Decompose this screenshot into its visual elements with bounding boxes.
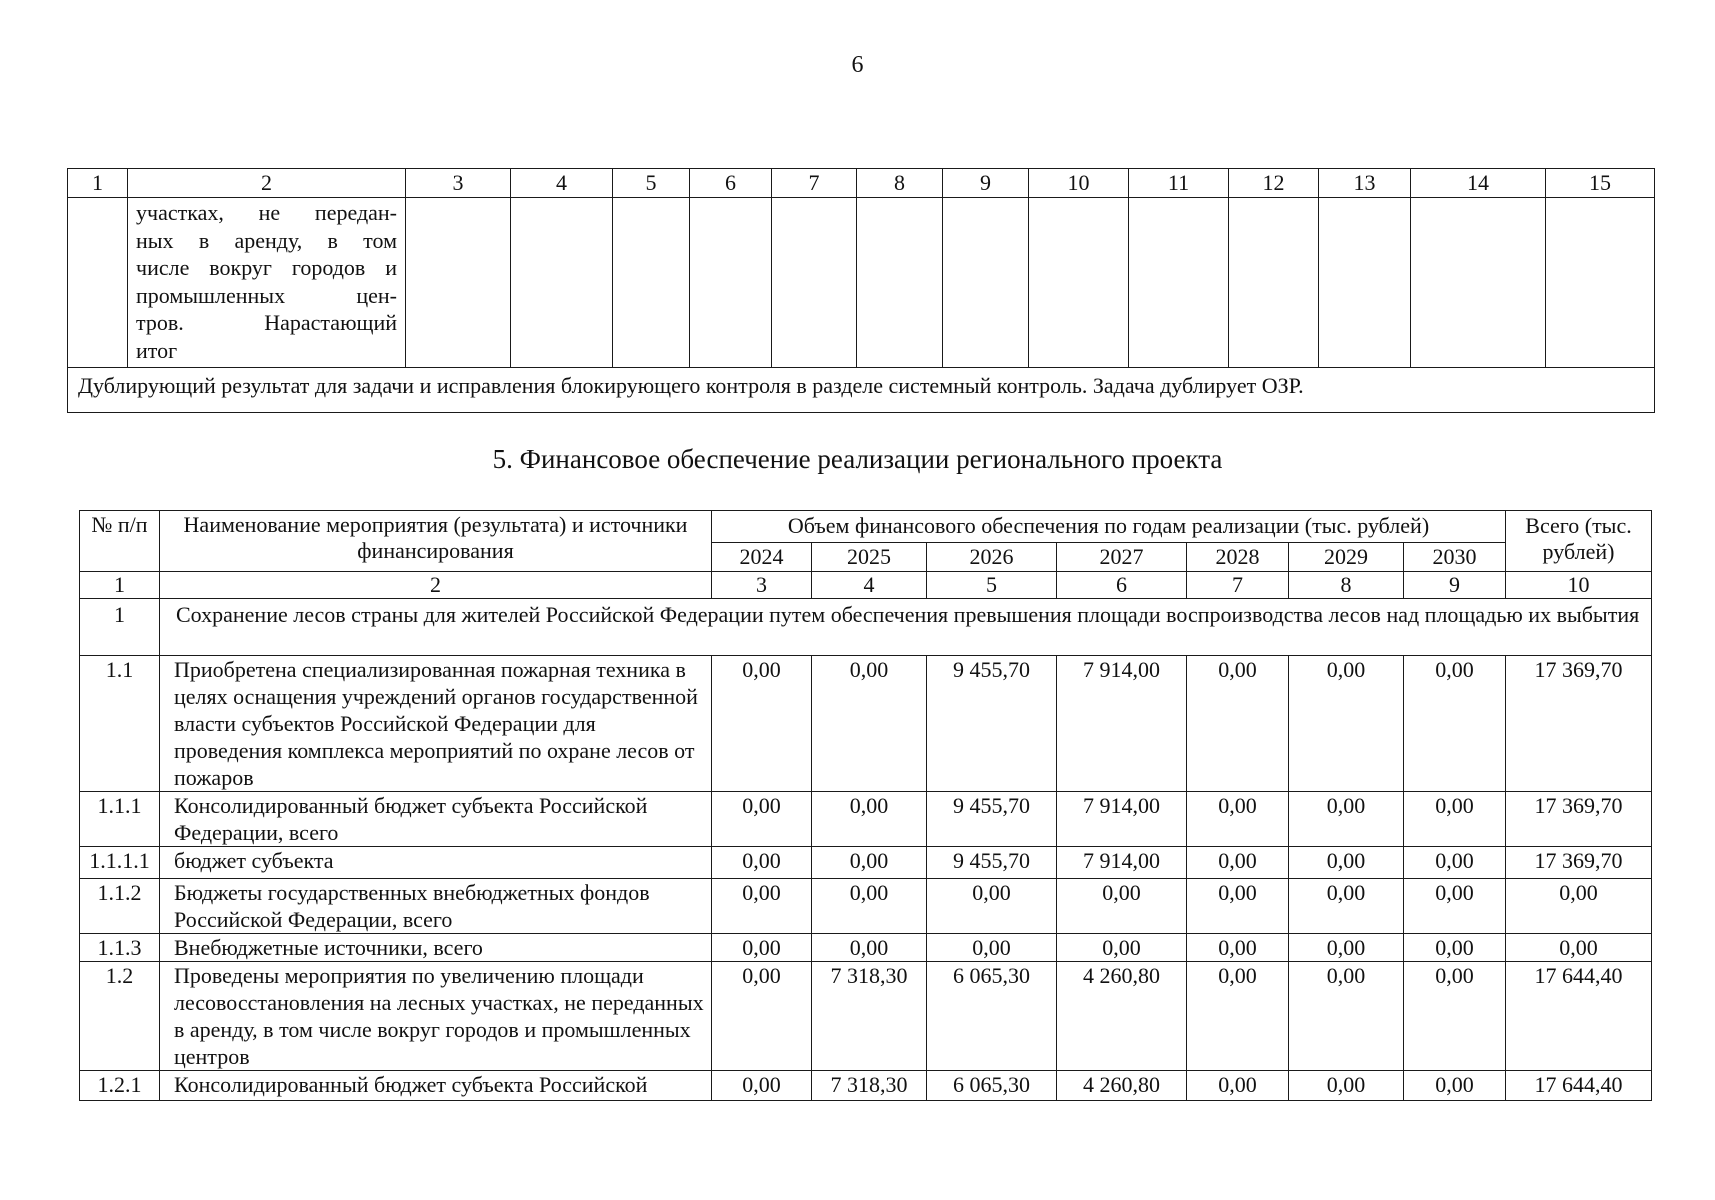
value-cell: 0,00	[812, 792, 927, 847]
row-number: 1.1.2	[80, 879, 160, 934]
description-line: тров. Нарастающий	[136, 310, 397, 335]
value-cell: 0,00	[712, 1071, 812, 1101]
column-number-cell: 14	[1411, 169, 1546, 198]
total-cell: 17 369,70	[1506, 656, 1652, 792]
column-number-cell: 5	[613, 169, 690, 198]
column-number-cell: 8	[1289, 572, 1404, 599]
value-cell: 6 065,30	[927, 962, 1057, 1071]
value-cell: 0,00	[712, 879, 812, 934]
table-cell	[772, 198, 857, 368]
column-number-cell: 13	[1319, 169, 1411, 198]
description-line: итог	[136, 337, 178, 363]
column-number-cell: 4	[511, 169, 613, 198]
value-cell: 0,00	[1289, 847, 1404, 879]
description-line: числе вокруг городов и	[136, 255, 397, 280]
table-row	[80, 792, 1652, 847]
description-line: промышленных цен-	[136, 282, 397, 308]
value-cell: 0,00	[1289, 934, 1404, 962]
column-number-cell: 15	[1546, 169, 1655, 198]
year-header: 2030	[1404, 542, 1506, 571]
column-number-cell: 11	[1129, 169, 1229, 198]
table-cell	[1411, 198, 1546, 368]
note-row	[68, 368, 1655, 413]
table-cell	[1229, 198, 1319, 368]
row-number: 1	[80, 599, 160, 656]
column-number-cell: 8	[857, 169, 943, 198]
col-header-total: Всего (тыс. рублей)	[1506, 511, 1652, 572]
value-cell: 0,00	[1187, 962, 1289, 1071]
value-cell: 0,00	[812, 879, 927, 934]
value-cell: 7 318,30	[812, 962, 927, 1071]
table-row	[68, 198, 1655, 368]
table-cell	[1546, 198, 1655, 368]
value-cell: 0,00	[1404, 934, 1506, 962]
value-cell: 0,00	[1404, 879, 1506, 934]
value-cell: 0,00	[1187, 792, 1289, 847]
column-number-cell: 10	[1506, 572, 1652, 599]
value-cell: 9 455,70	[927, 847, 1057, 879]
column-number-cell: 2	[160, 572, 712, 599]
total-cell: 17 644,40	[1506, 962, 1652, 1071]
value-cell: 0,00	[1057, 879, 1187, 934]
col-header-name: Наименование мероприятия (результата) и источники финансирования	[160, 511, 712, 572]
value-cell: 0,00	[812, 847, 927, 879]
row-name: Бюджеты государственных внебюджетных фондов Российской Федерации, всего	[160, 879, 712, 934]
column-numbers-row	[80, 572, 1652, 599]
year-header: 2027	[1057, 542, 1187, 571]
value-cell: 0,00	[1289, 962, 1404, 1071]
column-number-cell: 2	[128, 169, 406, 198]
row-name: Консолидированный бюджет субъекта Российской Федерации, всего	[160, 792, 712, 847]
value-cell: 0,00	[927, 879, 1057, 934]
value-cell: 9 455,70	[927, 656, 1057, 792]
value-cell: 7 318,30	[812, 1071, 927, 1101]
value-cell: 0,00	[1289, 879, 1404, 934]
year-header: 2029	[1289, 542, 1404, 571]
total-cell: 0,00	[1506, 934, 1652, 962]
continuation-table	[67, 168, 1655, 413]
value-cell: 0,00	[812, 656, 927, 792]
value-cell: 0,00	[1289, 1071, 1404, 1101]
row-number: 1.1.1	[80, 792, 160, 847]
column-number-cell: 5	[927, 572, 1057, 599]
table-cell	[613, 198, 690, 368]
section-row-text: Сохранение лесов страны для жителей Российской Федерации путем обеспечения превышения площади воспроизводства лесов над площадью их выбытия	[160, 599, 1652, 656]
table-header-row	[68, 169, 1655, 198]
table-row	[80, 656, 1652, 792]
value-cell: 0,00	[712, 656, 812, 792]
value-cell: 0,00	[1404, 1071, 1506, 1101]
table-cell	[406, 198, 511, 368]
column-number-cell: 7	[1187, 572, 1289, 599]
column-number-cell: 3	[712, 572, 812, 599]
table-header-row	[80, 511, 1652, 543]
table-cell	[1319, 198, 1411, 368]
value-cell: 6 065,30	[927, 1071, 1057, 1101]
value-cell: 7 914,00	[1057, 847, 1187, 879]
col-header-volume: Объем финансового обеспечения по годам реализации (тыс. рублей)	[712, 511, 1506, 543]
value-cell: 0,00	[712, 934, 812, 962]
table-row	[80, 962, 1652, 1071]
description-line: участках, не передан-	[136, 200, 397, 225]
total-cell: 17 369,70	[1506, 792, 1652, 847]
row-name: Проведены мероприятия по увеличению площади лесовосстановления на лесных участках, не переданных в аренду, в том числе вокруг городов и промышленных центров	[160, 962, 712, 1071]
row-name: Консолидированный бюджет субъекта Российской	[160, 1071, 712, 1101]
value-cell: 0,00	[712, 962, 812, 1071]
value-cell: 0,00	[1404, 792, 1506, 847]
year-header: 2026	[927, 542, 1057, 571]
col-header-no: № п/п	[80, 511, 160, 572]
section-title: 5. Финансовое обеспечение реализации регионального проекта	[492, 444, 1223, 474]
table-cell	[1129, 198, 1229, 368]
value-cell: 0,00	[1187, 847, 1289, 879]
row-name: Приобретена специализированная пожарная техника в целях оснащения учреждений органов государственной власти субъектов Российской Федерации для проведения комплекса мероприятий по охране лесов от пожаров	[160, 656, 712, 792]
column-number-cell: 7	[772, 169, 857, 198]
year-header: 2028	[1187, 542, 1289, 571]
column-number-cell: 9	[1404, 572, 1506, 599]
year-header: 2025	[812, 542, 927, 571]
table-cell	[1029, 198, 1129, 368]
page-number: 6	[851, 52, 864, 78]
column-number-cell: 10	[1029, 169, 1129, 198]
value-cell: 0,00	[1187, 934, 1289, 962]
total-cell: 17 644,40	[1506, 1071, 1652, 1101]
value-cell: 0,00	[1404, 962, 1506, 1071]
table-cell	[857, 198, 943, 368]
column-number-cell: 6	[1057, 572, 1187, 599]
table-row	[80, 847, 1652, 879]
table-row	[80, 934, 1652, 962]
table-row	[80, 1071, 1652, 1101]
value-cell: 0,00	[1187, 1071, 1289, 1101]
column-number-cell: 1	[80, 572, 160, 599]
column-number-cell: 6	[690, 169, 772, 198]
value-cell: 7 914,00	[1057, 792, 1187, 847]
row-number: 1.1.3	[80, 934, 160, 962]
total-cell: 17 369,70	[1506, 847, 1652, 879]
year-header: 2024	[712, 542, 812, 571]
value-cell: 4 260,80	[1057, 1071, 1187, 1101]
value-cell: 0,00	[1404, 847, 1506, 879]
value-cell: 7 914,00	[1057, 656, 1187, 792]
value-cell: 0,00	[1057, 934, 1187, 962]
value-cell: 0,00	[1187, 656, 1289, 792]
column-number-cell: 9	[943, 169, 1029, 198]
table-cell	[511, 198, 613, 368]
description-line: ных в аренду, в том	[136, 227, 397, 253]
row-number: 1.1	[80, 656, 160, 792]
total-cell: 0,00	[1506, 879, 1652, 934]
value-cell: 0,00	[712, 847, 812, 879]
column-number-cell: 1	[68, 169, 128, 198]
row-name: Внебюджетные источники, всего	[160, 934, 712, 962]
result-description-cell	[128, 198, 406, 368]
row-name: бюджет субъекта	[160, 847, 712, 879]
value-cell: 0,00	[1404, 656, 1506, 792]
column-number-cell: 4	[812, 572, 927, 599]
row-number: 1.1.1.1	[80, 847, 160, 879]
table-cell	[68, 198, 128, 368]
table-cell	[690, 198, 772, 368]
column-number-cell: 3	[406, 169, 511, 198]
value-cell: 9 455,70	[927, 792, 1057, 847]
value-cell: 0,00	[1289, 792, 1404, 847]
value-cell: 0,00	[712, 792, 812, 847]
value-cell: 0,00	[812, 934, 927, 962]
value-cell: 0,00	[927, 934, 1057, 962]
table-cell	[943, 198, 1029, 368]
row-number: 1.2	[80, 962, 160, 1071]
note-text: Дублирующий результат для задачи и исправления блокирующего контроля в разделе системный контроль. Задача дублирует ОЗР.	[68, 368, 1655, 413]
financing-table	[79, 510, 1652, 1101]
value-cell: 0,00	[1187, 879, 1289, 934]
value-cell: 4 260,80	[1057, 962, 1187, 1071]
table-row	[80, 879, 1652, 934]
section-row	[80, 599, 1652, 656]
value-cell: 0,00	[1289, 656, 1404, 792]
row-number: 1.2.1	[80, 1071, 160, 1101]
column-number-cell: 12	[1229, 169, 1319, 198]
